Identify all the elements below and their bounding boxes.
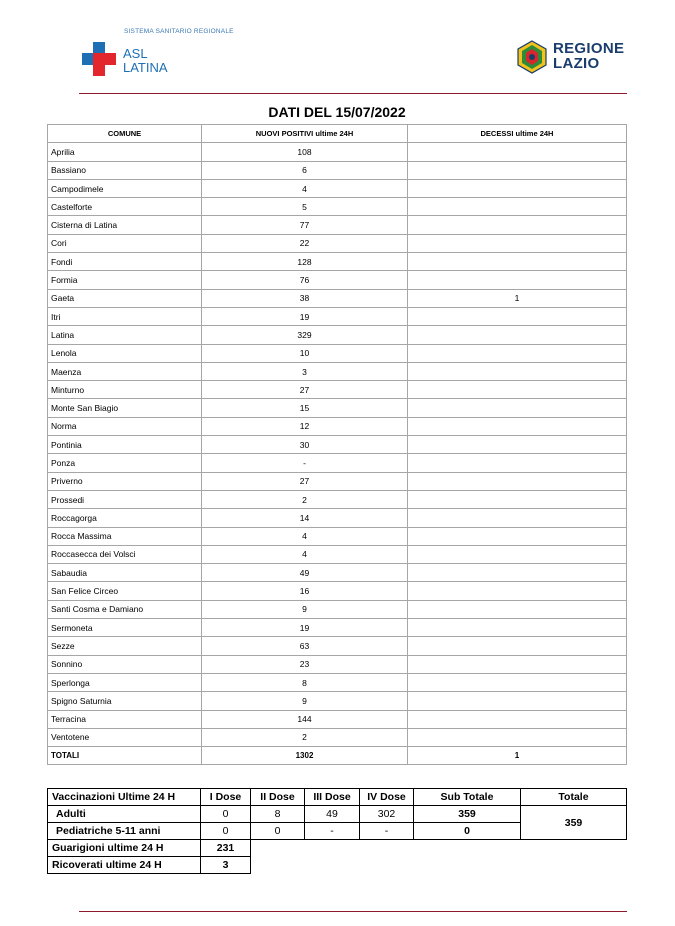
- table-row: [48, 271, 627, 289]
- decessi-cell: [408, 728, 627, 746]
- vacc-pediatriche-dose1: 0: [201, 823, 251, 840]
- comune-cell: Cori: [48, 234, 202, 252]
- decessi-cell: [408, 234, 627, 252]
- vacc-adulti-dose1: 0: [201, 806, 251, 823]
- asl-cross-icon: [82, 42, 116, 76]
- decessi-cell: [408, 582, 627, 600]
- nuovi-positivi-cell: 63: [202, 637, 408, 655]
- table-row: [48, 161, 627, 179]
- regione-lazio-emblem-icon: [516, 40, 548, 74]
- decessi-cell: [408, 326, 627, 344]
- vacc-pediatriche-subtotale: 0: [414, 823, 521, 840]
- nuovi-positivi-cell: 15: [202, 399, 408, 417]
- table-row: [48, 326, 627, 344]
- vacc-label-adulti: Adulti: [48, 806, 201, 823]
- decessi-cell: [408, 673, 627, 691]
- nuovi-positivi-cell: 4: [202, 179, 408, 197]
- table-row: [48, 582, 627, 600]
- vacc-adulti-dose2: 8: [251, 806, 305, 823]
- table-row: [48, 527, 627, 545]
- nuovi-positivi-cell: 144: [202, 710, 408, 728]
- comune-cell: Spigno Saturnia: [48, 692, 202, 710]
- decessi-cell: [408, 637, 627, 655]
- table-row: [48, 545, 627, 563]
- nuovi-positivi-cell: 49: [202, 564, 408, 582]
- table-row: [48, 673, 627, 691]
- decessi-cell: [408, 161, 627, 179]
- nuovi-positivi-cell: 38: [202, 289, 408, 307]
- decessi-cell: [408, 692, 627, 710]
- comune-cell: Priverno: [48, 472, 202, 490]
- nuovi-positivi-cell: 2: [202, 728, 408, 746]
- comune-cell: Santi Cosma e Damiano: [48, 600, 202, 618]
- vacc-adulti-dose3: 49: [305, 806, 360, 823]
- comune-cell: Cisterna di Latina: [48, 216, 202, 234]
- comune-cell: Minturno: [48, 381, 202, 399]
- table-row: [48, 619, 627, 637]
- nuovi-positivi-cell: 12: [202, 417, 408, 435]
- nuovi-positivi-cell: 5: [202, 198, 408, 216]
- vacc-label-pediatriche: Pediatriche 5-11 anni: [48, 823, 201, 840]
- comune-cell: Sabaudia: [48, 564, 202, 582]
- nuovi-positivi-cell: 128: [202, 253, 408, 271]
- table-row: [48, 399, 627, 417]
- vacc-row-adulti: [48, 806, 627, 823]
- nuovi-positivi-cell: 77: [202, 216, 408, 234]
- comune-cell: Latina: [48, 326, 202, 344]
- table-row: [48, 381, 627, 399]
- nuovi-positivi-cell: -: [202, 454, 408, 472]
- vacc-header-dose3: III Dose: [305, 789, 360, 806]
- nuovi-positivi-cell: 19: [202, 307, 408, 325]
- nuovi-positivi-cell: 4: [202, 545, 408, 563]
- nuovi-positivi-cell: 76: [202, 271, 408, 289]
- guarigioni-label: Guarigioni ultime 24 H: [48, 840, 201, 857]
- table-row: [48, 564, 627, 582]
- comune-cell: Lenola: [48, 344, 202, 362]
- decessi-cell: [408, 619, 627, 637]
- comune-cell: Roccagorga: [48, 509, 202, 527]
- nuovi-positivi-cell: 30: [202, 436, 408, 454]
- decessi-cell: [408, 344, 627, 362]
- vacc-header-row: [48, 789, 627, 806]
- ricoverati-value: 3: [201, 857, 251, 874]
- table-row: [48, 490, 627, 508]
- column-header-nuovi-positivi: NUOVI POSITIVI ultime 24H: [202, 125, 408, 143]
- table-row: [48, 362, 627, 380]
- decessi-cell: [408, 436, 627, 454]
- nuovi-positivi-cell: 4: [202, 527, 408, 545]
- vacc-header-subtotale: Sub Totale: [414, 789, 521, 806]
- comune-cell: Terracina: [48, 710, 202, 728]
- nuovi-positivi-cell: 16: [202, 582, 408, 600]
- comune-cell: San Felice Circeo: [48, 582, 202, 600]
- nuovi-positivi-cell: 6: [202, 161, 408, 179]
- table-row: [48, 655, 627, 673]
- asl-name: ASL LATINA: [123, 46, 168, 75]
- vacc-pediatriche-dose2: 0: [251, 823, 305, 840]
- nuovi-positivi-cell: 3: [202, 362, 408, 380]
- nuovi-positivi-cell: 27: [202, 381, 408, 399]
- header-divider: [79, 93, 627, 94]
- table-row: [48, 436, 627, 454]
- regione-lazio-name: REGIONE LAZIO: [553, 40, 625, 72]
- nuovi-positivi-cell: 10: [202, 344, 408, 362]
- vacc-header-dose2: II Dose: [251, 789, 305, 806]
- decessi-cell: [408, 253, 627, 271]
- table-row: [48, 710, 627, 728]
- comune-cell: Aprilia: [48, 143, 202, 161]
- comune-cell: Pontinia: [48, 436, 202, 454]
- footer-divider: [79, 911, 627, 912]
- page-title: DATI DEL 15/07/2022: [268, 104, 406, 120]
- decessi-cell: [408, 655, 627, 673]
- vacc-pediatriche-dose4: -: [360, 823, 414, 840]
- decessi-cell: 1: [408, 289, 627, 307]
- asl-tagline: SISTEMA SANITARIO REGIONALE: [124, 28, 234, 35]
- nuovi-positivi-cell: 27: [202, 472, 408, 490]
- nuovi-positivi-cell: 9: [202, 692, 408, 710]
- decessi-cell: [408, 307, 627, 325]
- comune-cell: Itri: [48, 307, 202, 325]
- table-row: [48, 179, 627, 197]
- decessi-cell: [408, 417, 627, 435]
- totals-row: [48, 747, 627, 765]
- decessi-cell: [408, 454, 627, 472]
- nuovi-positivi-cell: 23: [202, 655, 408, 673]
- table-row: [48, 216, 627, 234]
- nuovi-positivi-cell: 329: [202, 326, 408, 344]
- table-row: [48, 143, 627, 161]
- column-header-decessi: DECESSI ultime 24H: [408, 125, 627, 143]
- comune-cell: Sperlonga: [48, 673, 202, 691]
- nuovi-positivi-cell: 22: [202, 234, 408, 252]
- decessi-cell: [408, 381, 627, 399]
- decessi-cell: [408, 509, 627, 527]
- vacc-adulti-dose4: 302: [360, 806, 414, 823]
- ricoverati-row: [48, 857, 627, 874]
- table-row: [48, 417, 627, 435]
- table-row: [48, 728, 627, 746]
- guarigioni-row: [48, 840, 627, 857]
- comune-cell: Monte San Biagio: [48, 399, 202, 417]
- comune-cell: Gaeta: [48, 289, 202, 307]
- decessi-cell: [408, 216, 627, 234]
- comune-cell: Bassiano: [48, 161, 202, 179]
- decessi-cell: [408, 527, 627, 545]
- vacc-adulti-subtotale: 359: [414, 806, 521, 823]
- nuovi-positivi-cell: 14: [202, 509, 408, 527]
- table-row: [48, 509, 627, 527]
- table-row: [48, 198, 627, 216]
- decessi-cell: [408, 179, 627, 197]
- comune-cell: Ponza: [48, 454, 202, 472]
- decessi-cell: [408, 362, 627, 380]
- table-row: [48, 234, 627, 252]
- nuovi-positivi-cell: 8: [202, 673, 408, 691]
- table-row: [48, 289, 627, 307]
- comune-cell: Sonnino: [48, 655, 202, 673]
- nuovi-positivi-cell: 2: [202, 490, 408, 508]
- vacc-header-totale: Totale: [521, 789, 627, 806]
- nuovi-positivi-cell: 108: [202, 143, 408, 161]
- vacc-header-dose1: I Dose: [201, 789, 251, 806]
- vacc-header-dose4: IV Dose: [360, 789, 414, 806]
- decessi-cell: [408, 472, 627, 490]
- decessi-cell: [408, 490, 627, 508]
- decessi-cell: [408, 710, 627, 728]
- vaccinazioni-table: [47, 788, 627, 874]
- comune-cell: Sezze: [48, 637, 202, 655]
- regione-lazio-logo: [516, 40, 636, 76]
- comune-cell: Campodimele: [48, 179, 202, 197]
- table-row: [48, 600, 627, 618]
- table-row: [48, 692, 627, 710]
- decessi-cell: [408, 545, 627, 563]
- ricoverati-label: Ricoverati ultime 24 H: [48, 857, 201, 874]
- vacc-totale-value: 359: [521, 806, 627, 840]
- totali-decessi: 1: [408, 747, 627, 765]
- comune-cell: Ventotene: [48, 728, 202, 746]
- comune-cell: Castelforte: [48, 198, 202, 216]
- totali-label: TOTALI: [48, 747, 202, 765]
- decessi-cell: [408, 564, 627, 582]
- totali-nuovi-positivi: 1302: [202, 747, 408, 765]
- table-row: [48, 344, 627, 362]
- nuovi-positivi-cell: 9: [202, 600, 408, 618]
- column-header-comune: COMUNE: [48, 125, 202, 143]
- vacc-header-label: Vaccinazioni Ultime 24 H: [48, 789, 201, 806]
- decessi-cell: [408, 399, 627, 417]
- guarigioni-value: 231: [201, 840, 251, 857]
- decessi-cell: [408, 271, 627, 289]
- comune-cell: Roccasecca dei Volsci: [48, 545, 202, 563]
- asl-latina-logo: [80, 28, 250, 78]
- vacc-pediatriche-dose3: -: [305, 823, 360, 840]
- decessi-cell: [408, 143, 627, 161]
- table-row: [48, 637, 627, 655]
- comune-cell: Maenza: [48, 362, 202, 380]
- comune-cell: Sermoneta: [48, 619, 202, 637]
- table-row: [48, 253, 627, 271]
- comune-cell: Prossedi: [48, 490, 202, 508]
- table-row: [48, 454, 627, 472]
- comune-cell: Rocca Massima: [48, 527, 202, 545]
- comune-cell: Fondi: [48, 253, 202, 271]
- table-row: [48, 472, 627, 490]
- table-row: [48, 307, 627, 325]
- decessi-cell: [408, 198, 627, 216]
- nuovi-positivi-cell: 19: [202, 619, 408, 637]
- comuni-table: [47, 124, 627, 765]
- comune-cell: Formia: [48, 271, 202, 289]
- table-header-row: [48, 125, 627, 143]
- comune-cell: Norma: [48, 417, 202, 435]
- decessi-cell: [408, 600, 627, 618]
